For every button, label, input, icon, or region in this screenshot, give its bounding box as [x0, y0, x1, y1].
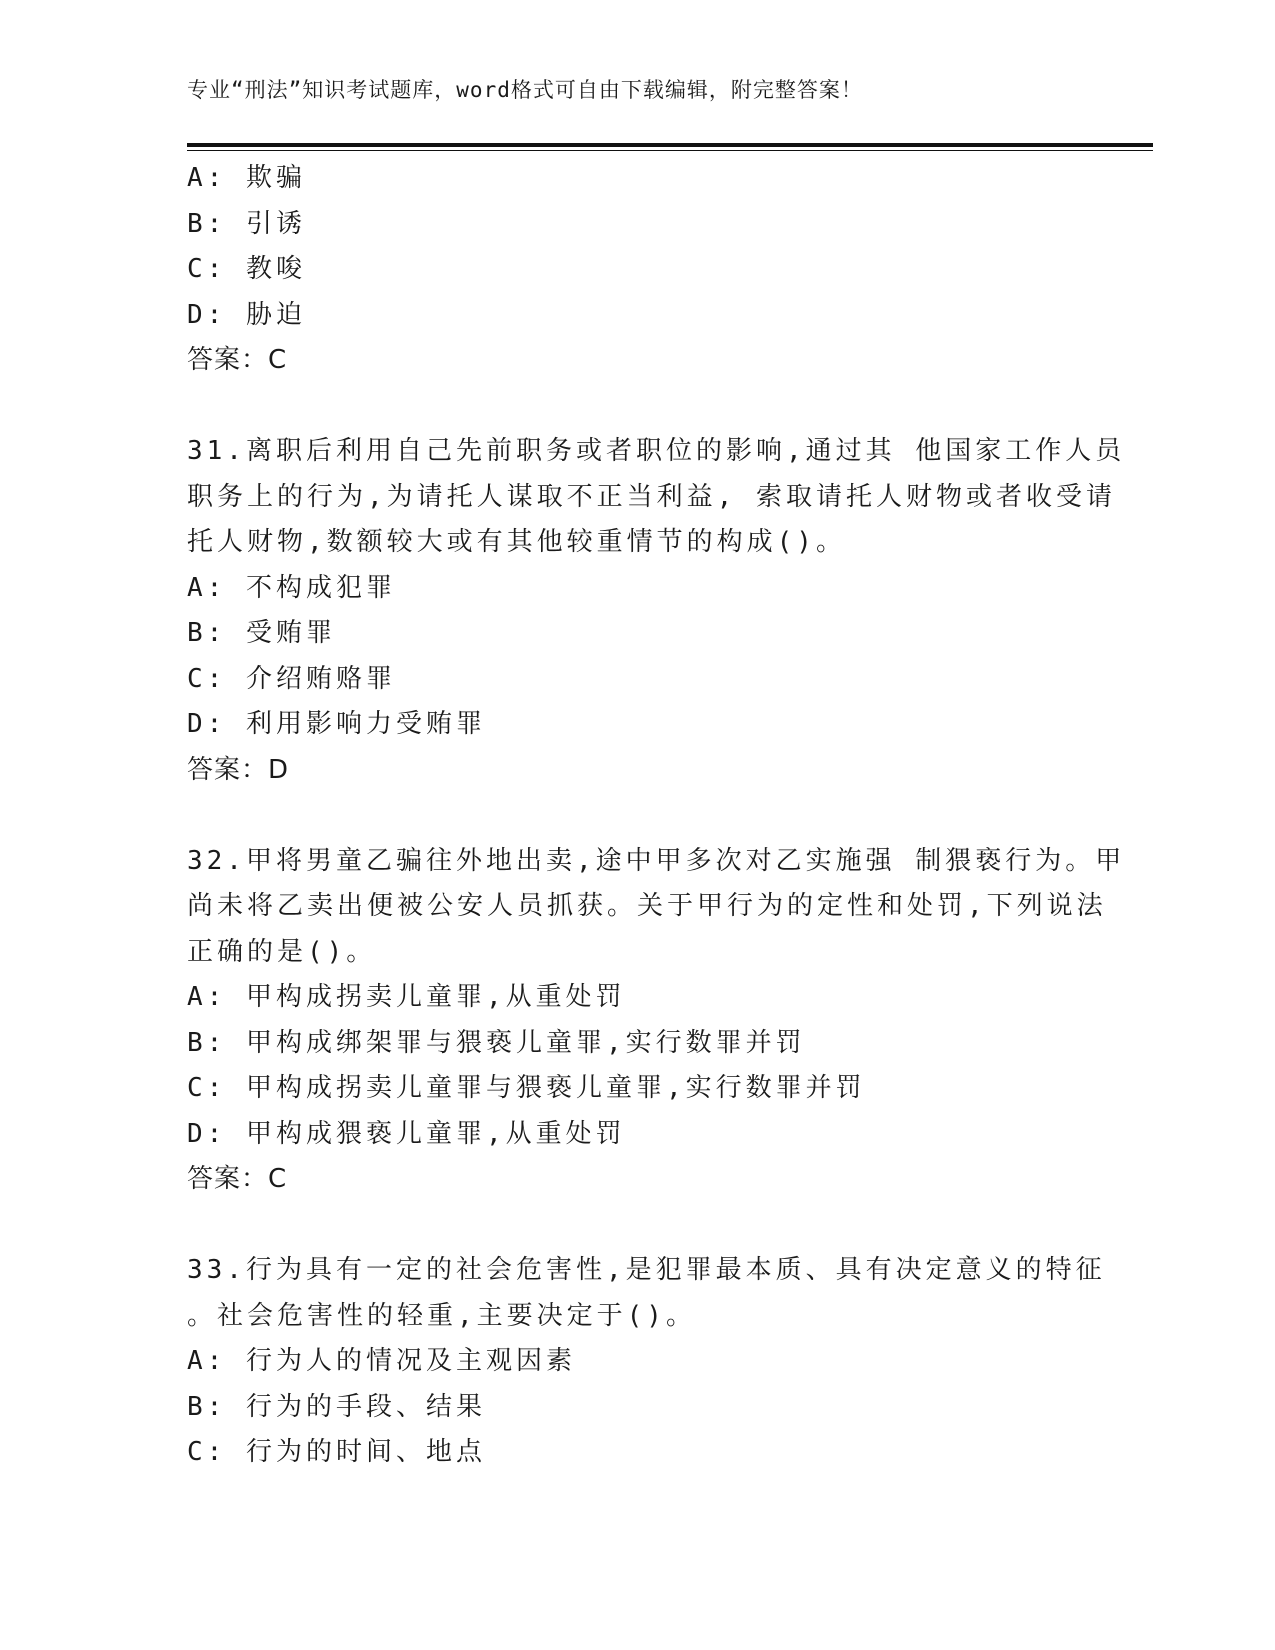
spacer: [187, 384, 1087, 430]
question-stem-line: 31.离职后利用自己先前职务或者职位的影响,通过其 他国家工作人员: [187, 436, 1126, 466]
question-33: [187, 1248, 1106, 1476]
question-stem-line: 托人财物,数额较大或有其他较重情节的构成()。: [187, 527, 846, 557]
option-b: B: 行为的手段、结果: [187, 1391, 486, 1422]
option-a: A: 不构成犯罪: [187, 572, 396, 603]
question-stem-line: 尚未将乙卖出便被公安人员抓获。关于甲行为的定性和处罚,下列说法: [187, 891, 1107, 921]
option-a: A: 欺骗: [187, 163, 306, 193]
option-d: D: 胁迫: [187, 299, 306, 330]
option-c: C: 介绍贿赂罪: [187, 663, 396, 694]
option-a: A: 行为人的情况及主观因素: [187, 1346, 576, 1376]
question-31: [187, 429, 1126, 793]
answer: 答案：C: [187, 345, 288, 375]
header-rule-thick: [187, 143, 1153, 147]
answer: 答案：D: [187, 754, 290, 785]
option-b: B: 受贿罪: [187, 618, 336, 648]
question-32: [187, 839, 1126, 1203]
answer: 答案：C: [187, 1164, 288, 1194]
question-stem-line: 。社会危害性的轻重,主要决定于()。: [187, 1300, 696, 1331]
option-b: B: 甲构成绑架罪与猥亵儿童罪,实行数罪并罚: [187, 1027, 806, 1058]
spacer: [187, 1203, 1087, 1249]
page-header: 专业“刑法”知识考试题库，word格式可自由下载编辑，附完整答案！: [187, 78, 863, 102]
option-c: C: 甲构成拐卖儿童罪与猥亵儿童罪,实行数罪并罚: [187, 1073, 866, 1103]
question-stem-line: 33.行为具有一定的社会危害性,是犯罪最本质、具有决定意义的特征: [187, 1255, 1106, 1285]
question-30-remainder: [187, 156, 1087, 384]
question-list: [187, 156, 1126, 1476]
option-c: C: 教唆: [187, 254, 306, 284]
question-stem-line: 职务上的行为,为请托人谋取不正当利益, 索取请托人财物或者收受请: [187, 481, 1116, 512]
option-c: C: 行为的时间、地点: [187, 1437, 486, 1467]
header-rule-thin: [187, 150, 1153, 151]
option-d: D: 甲构成猥亵儿童罪,从重处罚: [187, 1118, 626, 1149]
option-b: B: 引诱: [187, 208, 306, 239]
question-stem-line: 32.甲将男童乙骗往外地出卖,途中甲多次对乙实施强 制猥亵行为。甲: [187, 845, 1126, 876]
option-d: D: 利用影响力受贿罪: [187, 709, 486, 739]
question-stem-line: 正确的是()。: [187, 936, 377, 967]
option-a: A: 甲构成拐卖儿童罪,从重处罚: [187, 982, 626, 1012]
spacer: [187, 793, 1087, 839]
